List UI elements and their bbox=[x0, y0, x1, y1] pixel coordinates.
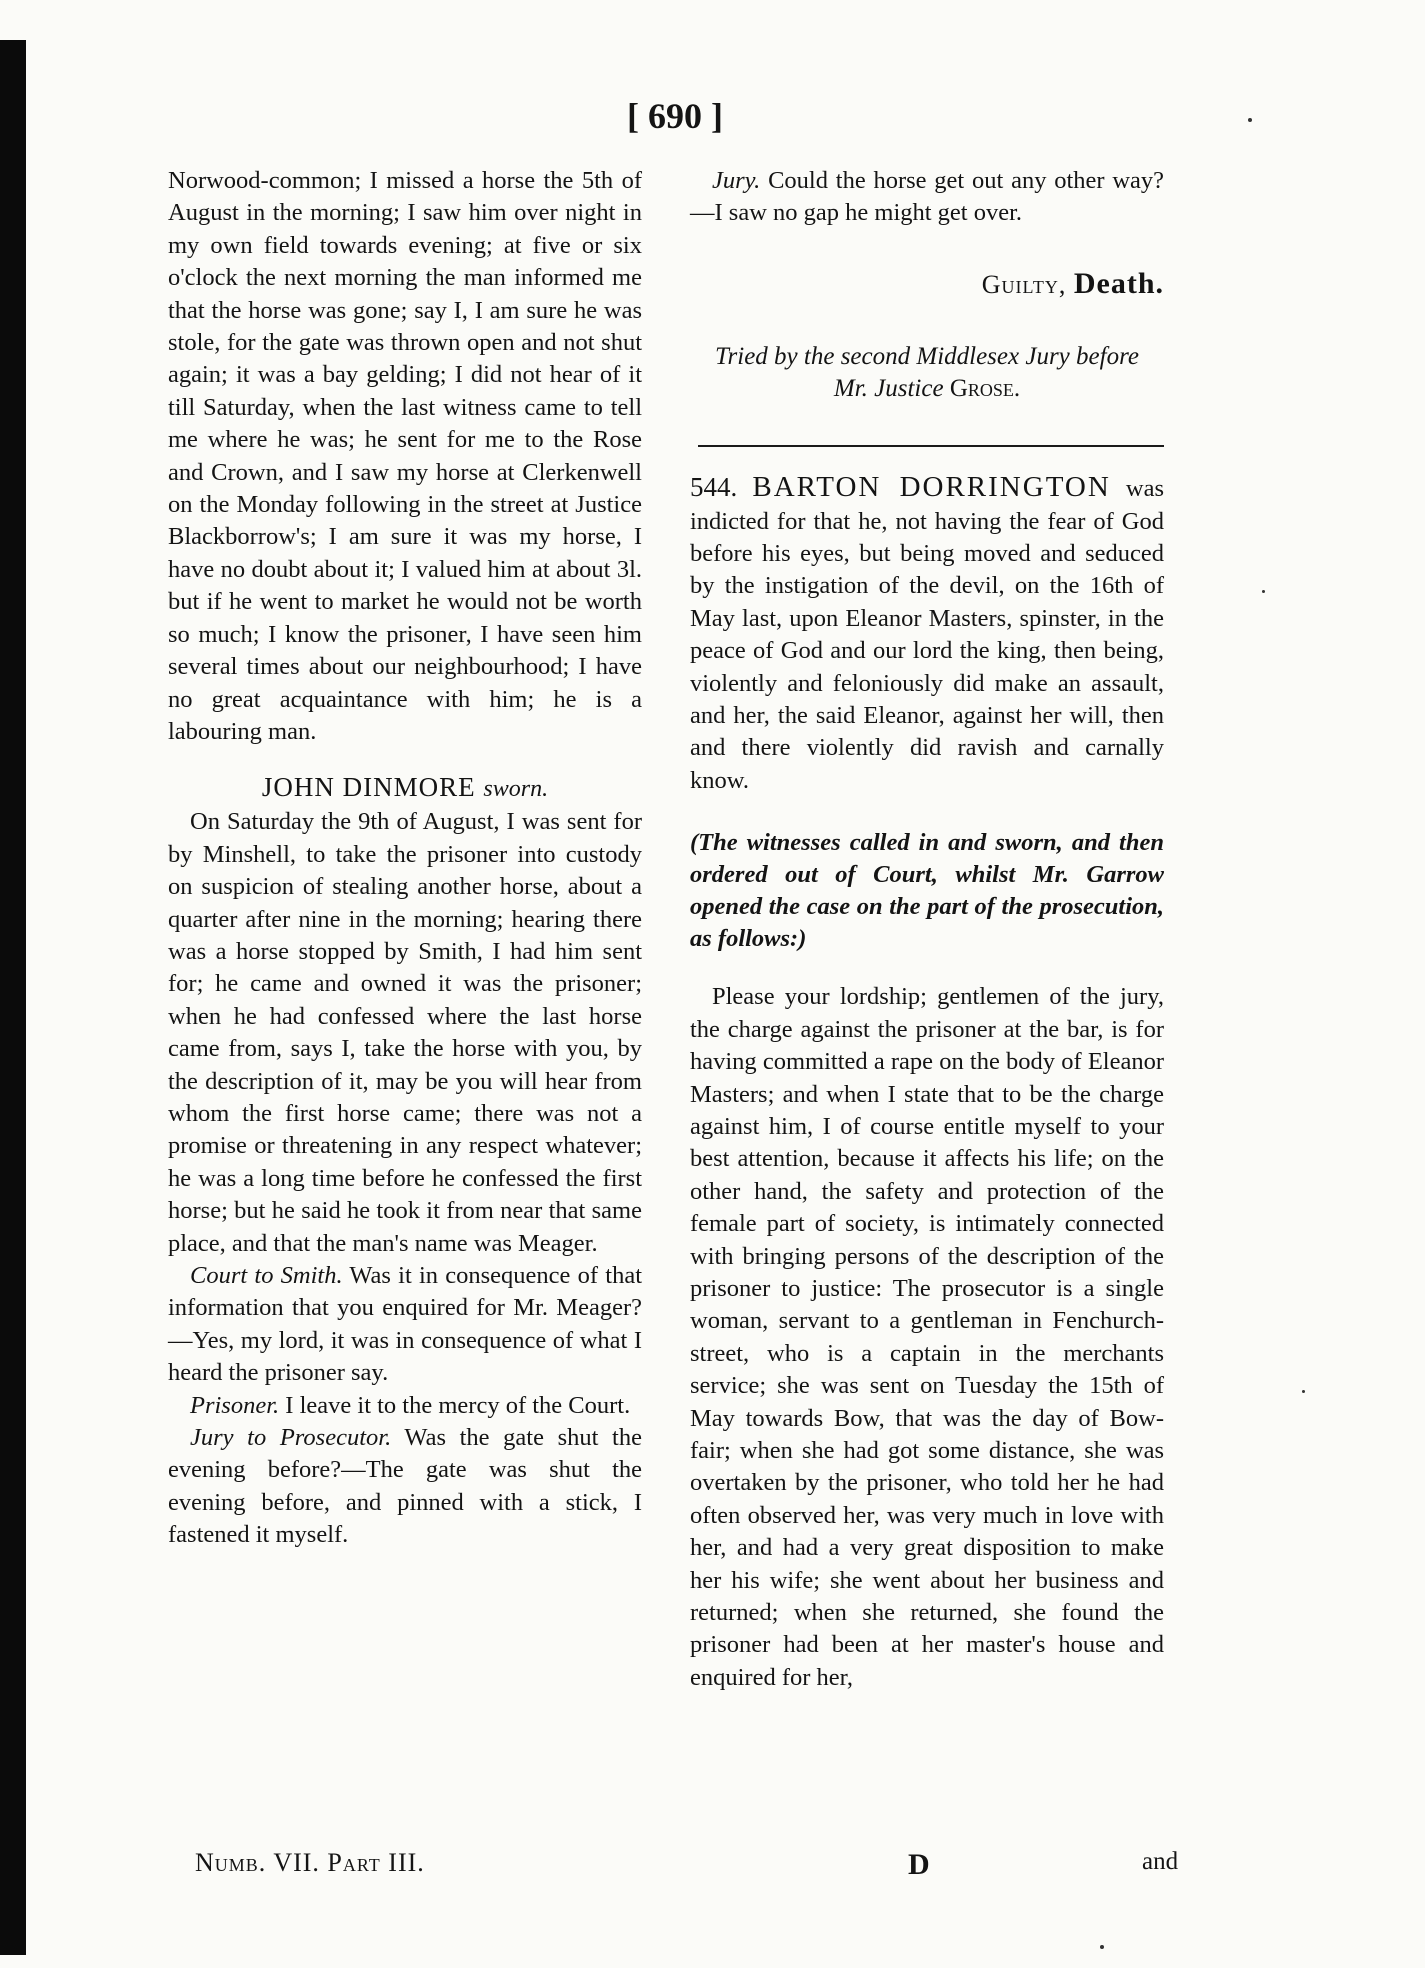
jury-question bbox=[690, 165, 1164, 230]
case-heading bbox=[690, 471, 1164, 797]
jury-exchange bbox=[168, 1422, 642, 1552]
witness-heading bbox=[168, 770, 642, 806]
tried-line-2: Mr. Justice bbox=[833, 375, 944, 403]
signature-mark: D bbox=[908, 1848, 930, 1881]
jury-text: Was the gate shut the evening before?—The gate was shut the evening before, and pinned with a stick, I fastened it myself. bbox=[168, 1424, 642, 1549]
right-column bbox=[690, 165, 1164, 1694]
print-speck bbox=[1100, 1945, 1104, 1949]
section-divider bbox=[698, 445, 1164, 447]
book-spine-shadow bbox=[0, 40, 26, 1955]
prisoner-speaker: Prisoner. bbox=[190, 1391, 280, 1419]
verdict: Guilty, bbox=[981, 269, 1067, 299]
court-text: Was it in consequence of that information that you enquired for Mr. Meager?—Yes, my lord, it was in consequence of what I heard the prisoner say. bbox=[168, 1262, 643, 1387]
tried-by bbox=[690, 341, 1164, 405]
witness-testimony: On Saturday the 9th of August, I was sent for by Minshell, to take the prisoner into custody on suspicion of stealing another horse, about a quarter after nine in the morning; hearing there was a horse stopped by Smith, I had him sent for; he came and owned it was the prisoner; when he had confessed where the last horse came from, says I, take the horse with you, by the description of it, may be you will hear from whom the first horse came; there was not a promise or threatening in any respect whatever; he was a long time before he confessed the first horse; but he said he took it from near that same place, and that the man's name was Meager. bbox=[168, 808, 642, 1257]
tried-line-1: Tried by the second Middlesex Jury before bbox=[715, 343, 1139, 371]
catchword: and bbox=[1142, 1848, 1179, 1875]
opening-paragraph: Norwood-common; I missed a horse the 5th of August in the morning; I saw him over night in my own field towards evening; at five or six o'clock the next morning the man informed me that the horse was gone; say I, I am sure he was stole, for the gate was thrown open and not shut again; it was a bay gelding; I did not hear of it till Saturday, when the last witness came to tell me where he was; he sent for me to the Rose and Crown, and I saw my horse at Clerkenwell on the Monday following in the street at Justice Blackborrow's; I am sure it was my horse, I have no doubt about it; I valued him at about 3l. but if he went to market he would not be worth so much; I know the prisoner, I have seen him several times about our neighbourhood; I have no great acquaintance with him; he is a labouring man. bbox=[168, 167, 642, 745]
witness-sworn: sworn. bbox=[483, 776, 549, 803]
sentence: Death. bbox=[1073, 266, 1164, 300]
case-name: BARTON DORRINGTON bbox=[752, 471, 1111, 504]
indictment-text: was indicted for that he, not having the fear of God before his eyes, but being moved and seduced by the instigation of the devil, on the 16th of May last, upon Eleanor Masters, spinster, in the peace of God and our lord the king, then being, violently and feloniously did make an assault, and her, the said Eleanor, against her will, then and there violently did ravish and carnally know. bbox=[690, 475, 1165, 794]
signature-line: Numb. VII. Part III. bbox=[195, 1848, 425, 1877]
jury-question-text: Could the horse get out any other way?—I saw no gap he might get over. bbox=[690, 167, 1165, 227]
verdict-line bbox=[690, 268, 1164, 301]
case-number: 544. bbox=[690, 472, 738, 503]
print-speck bbox=[1302, 1390, 1305, 1393]
jury-speaker: Jury. bbox=[712, 167, 761, 194]
court-speaker: Court to Smith. bbox=[190, 1262, 343, 1289]
tried-judge: Grose. bbox=[949, 375, 1021, 403]
witness-name: JOHN DINMORE bbox=[261, 772, 476, 803]
prisoner-statement bbox=[168, 1390, 642, 1422]
print-speck bbox=[1248, 118, 1252, 122]
court-exchange bbox=[168, 1260, 642, 1390]
jury-speaker: Jury to Prosecutor. bbox=[190, 1424, 392, 1452]
left-column bbox=[168, 165, 642, 1552]
page-number: [ 690 ] bbox=[627, 96, 723, 136]
counsel-speech: Please your lordship; gentlemen of the jury, the charge against the prisoner at the bar, is for having committed a rape on the body of Eleanor Masters; and when I state that to be the charge against him, I of course entitle myself to your best attention, because it affects his life; on the other hand, the safety and protection of the female part of society, is intimately connected with bringing persons of the description of the prisoner to justice: The prosecutor is a single woman, servant to a gentleman in Fenchurch-street, who is a captain in the merchants service; she was sent on Tuesday the 15th of May towards Bow, that was the day of Bow-fair; when she had got some distance, she was overtaken by the prisoner, who told her he had often observed her, was very much in love with her, and had a very great disposition to make her his wife; she went about her business and returned; when she returned, she found the prisoner had been at her master's house and enquired for her, bbox=[690, 983, 1164, 1691]
print-speck bbox=[1262, 590, 1265, 593]
procedure-note: (The witnesses called in and sworn, and then ordered out of Court, whilst Mr. Garrow opened the case on the part of the prosecution, as follows:) bbox=[690, 829, 1164, 953]
prisoner-text: I leave it to the mercy of the Court. bbox=[285, 1391, 631, 1419]
